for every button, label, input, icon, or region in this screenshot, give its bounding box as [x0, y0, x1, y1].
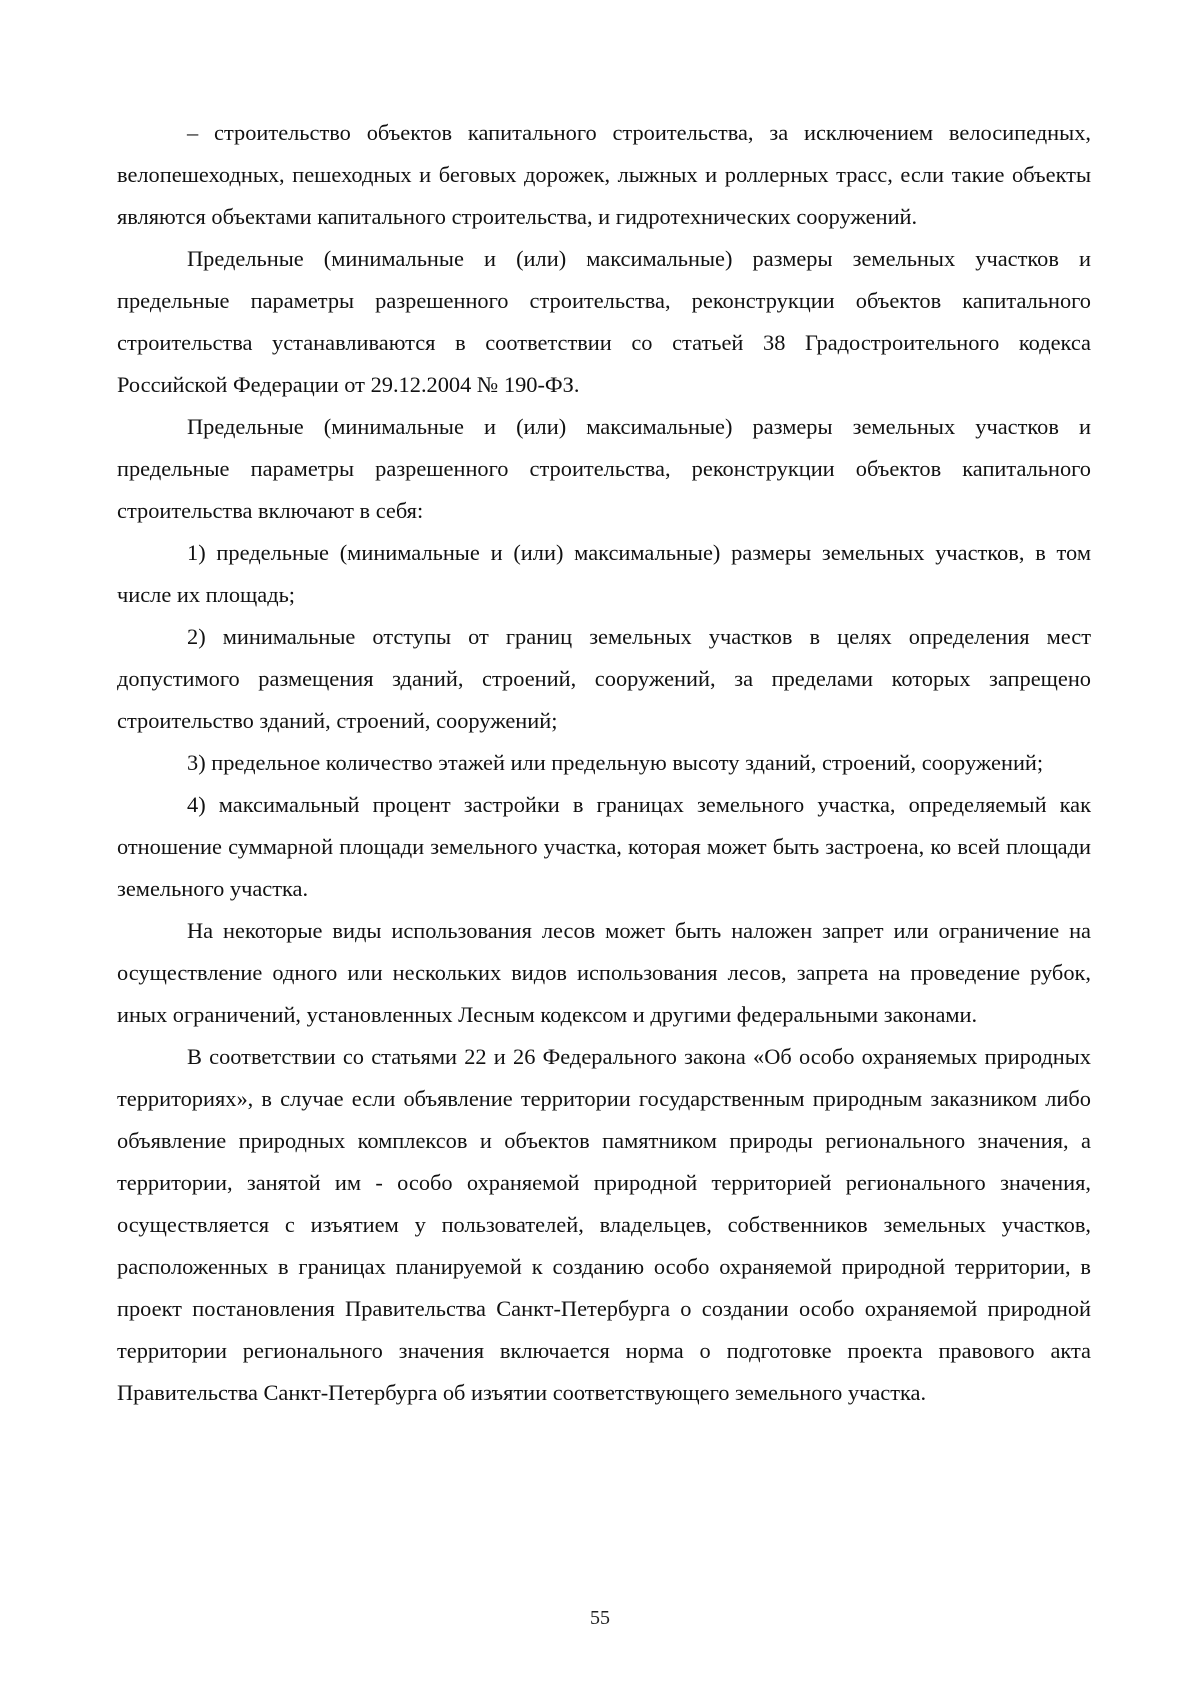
paragraph-protected-territories: В соответствии со статьями 22 и 26 Федерального закона «Об особо охраняемых природных территориях», в случае если объявление территории государственным природным заказником либо объявление природных комплексов и объектов памятником природы регионального значения, а территории, занятой им - особо охраняемой природной территорией регионального значения, осуществляется с изъятием у пользователей, владельцев, собственников земельных участков, расположенных в границах планируемой к созданию особо охраняемой природной территории, в проект постановления Правительства Санкт-Петербурга о создании особо охраняемой природной территории регионального значения включается норма о подготовке проекта правового акта Правительства Санкт-Петербурга об изъятии соответствующего земельного участка. [117, 1044, 1091, 1405]
paragraph-limits-article-38: Предельные (минимальные и (или) максимальные) размеры земельных участков и предельные параметры разрешенного строительства, реконструкции объектов капитального строительства устанавливаются в соответствии со статьей 38 Градостроительного кодекса Российской Федерации от 29.12.2004 № 190-ФЗ. [117, 246, 1091, 397]
document-body [117, 112, 1091, 1414]
list-item-3: 3) предельное количество этажей или предельную высоту зданий, строений, сооружений; [187, 750, 1044, 775]
paragraph-limits-include: Предельные (минимальные и (или) максимальные) размеры земельных участков и предельные параметры разрешенного строительства, реконструкции объектов капитального строительства включают в себя: [117, 414, 1091, 523]
page-number: 55 [590, 1607, 610, 1629]
paragraph-forest-restrictions: На некоторые виды использования лесов может быть наложен запрет или ограничение на осуществление одного или нескольких видов использования лесов, запрета на проведение рубок, иных ограничений, установленных Лесным кодексом и другими федеральными законами. [117, 918, 1091, 1027]
list-item-1: 1) предельные (минимальные и (или) максимальные) размеры земельных участков, в том числе их площадь; [117, 540, 1091, 607]
paragraph-exclusions: – строительство объектов капитального строительства, за исключением велосипедных, велопешеходных, пешеходных и беговых дорожек, лыжных и роллерных трасс, если такие объекты являются объектами капитального строительства, и гидротехнических сооружений. [117, 120, 1091, 229]
list-item-4: 4) максимальный процент застройки в границах земельного участка, определяемый как отношение суммарной площади земельного участка, которая может быть застроена, ко всей площади земельного участка. [117, 792, 1091, 901]
list-item-2: 2) минимальные отступы от границ земельных участков в целях определения мест допустимого размещения зданий, строений, сооружений, за пределами которых запрещено строительство зданий, строений, сооружений; [117, 624, 1091, 733]
